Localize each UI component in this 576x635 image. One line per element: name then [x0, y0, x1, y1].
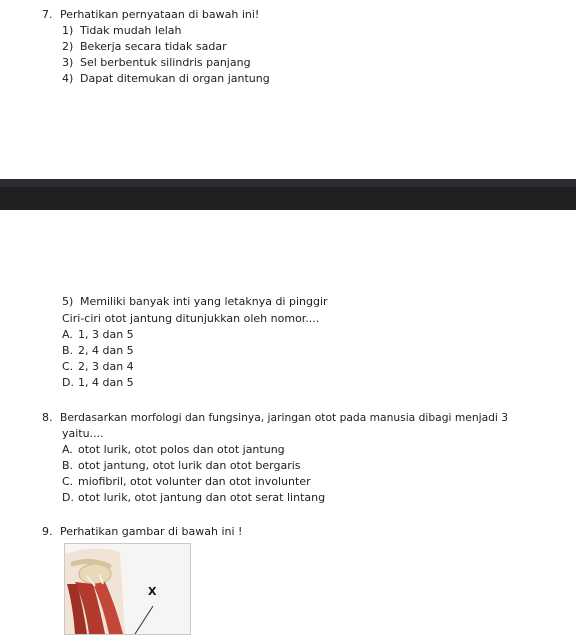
- list-item: [62, 23, 182, 39]
- list-item: [62, 294, 328, 310]
- list-item-text: Tidak mudah lelah: [80, 24, 182, 37]
- shoulder-muscle-figure: [64, 543, 191, 635]
- option-text: miofibril, otot volunter dan otot involunter: [78, 475, 311, 488]
- option-a[interactable]: [62, 442, 285, 458]
- list-item-number: 3): [62, 56, 74, 69]
- list-item: [62, 55, 251, 71]
- option-text: otot lurik, otot jantung dan otot serat lintang: [78, 491, 326, 504]
- option-a[interactable]: [62, 327, 134, 343]
- option-text: otot lurik, otot polos dan otot jantung: [78, 443, 285, 456]
- option-letter: A.: [62, 328, 73, 341]
- option-letter: C.: [62, 360, 74, 373]
- list-item-text: Dapat ditemukan di organ jantung: [80, 72, 270, 85]
- option-letter: D.: [62, 491, 74, 504]
- option-d[interactable]: [62, 375, 134, 391]
- list-item-text: Memiliki banyak inti yang letaknya di pinggir: [80, 295, 328, 308]
- option-b[interactable]: [62, 343, 134, 359]
- question-9-prompt: Perhatikan gambar di bawah ini !: [60, 525, 243, 538]
- option-d[interactable]: [62, 490, 325, 506]
- question-7-number: 7.: [42, 8, 53, 21]
- option-letter: C.: [62, 475, 74, 488]
- question-8-prompt-continued: yaitu....: [62, 427, 104, 440]
- option-letter: B.: [62, 344, 74, 357]
- question-9-number: 9.: [42, 525, 53, 538]
- option-text: 2, 4 dan 5: [78, 344, 134, 357]
- question-7-question: Ciri-ciri otot jantung ditunjukkan oleh nomor....: [62, 312, 320, 325]
- list-item-number: 1): [62, 24, 74, 37]
- option-text: otot jantung, otot lurik dan otot bergaris: [78, 459, 301, 472]
- question-7-heading: [42, 7, 259, 23]
- option-text: 1, 3 dan 5: [78, 328, 134, 341]
- list-item: [62, 71, 270, 87]
- list-item-number: 4): [62, 72, 74, 85]
- option-c[interactable]: [62, 474, 311, 490]
- figure-label-x: X: [148, 585, 157, 598]
- option-text: 2, 3 dan 4: [78, 360, 134, 373]
- question-7-prompt: Perhatikan pernyataan di bawah ini!: [60, 8, 260, 21]
- list-item: [62, 39, 227, 55]
- option-letter: B.: [62, 459, 74, 472]
- list-item-text: Bekerja secara tidak sadar: [80, 40, 227, 53]
- option-letter: A.: [62, 443, 73, 456]
- list-item-number: 5): [62, 295, 74, 308]
- option-text: 1, 4 dan 5: [78, 376, 134, 389]
- question-9-heading: [42, 524, 242, 540]
- band-shadow: [0, 179, 576, 187]
- question-8-heading: [42, 410, 508, 426]
- question-8-prompt: Berdasarkan morfologi dan fungsinya, jaringan otot pada manusia dibagi menjadi 3: [60, 411, 509, 424]
- question-8-number: 8.: [42, 411, 53, 424]
- list-item-number: 2): [62, 40, 74, 53]
- shoulder-muscle-illustration: [65, 544, 190, 634]
- dark-overlay-band: [0, 179, 576, 210]
- option-letter: D.: [62, 376, 74, 389]
- option-c[interactable]: [62, 359, 134, 375]
- option-b[interactable]: [62, 458, 301, 474]
- list-item-text: Sel berbentuk silindris panjang: [80, 56, 251, 69]
